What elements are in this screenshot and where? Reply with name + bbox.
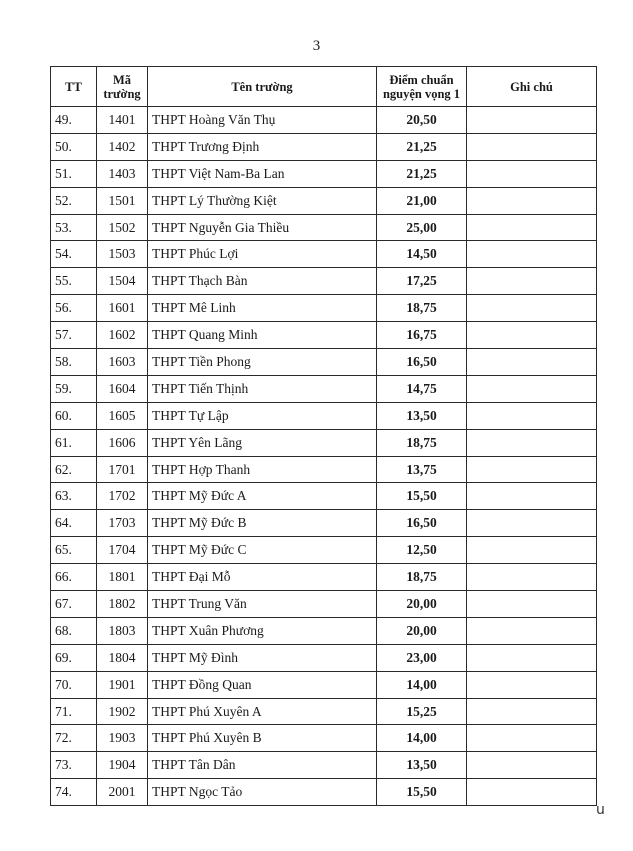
note-cell (467, 214, 597, 241)
school-name: THPT Tiền Phong (148, 349, 377, 376)
note-cell (467, 402, 597, 429)
note-cell (467, 483, 597, 510)
cutoff-score: 15,50 (377, 483, 467, 510)
school-code: 1604 (97, 375, 148, 402)
note-cell (467, 160, 597, 187)
cutoff-score: 18,75 (377, 295, 467, 322)
row-index: 70. (51, 671, 97, 698)
school-name: THPT Hợp Thanh (148, 456, 377, 483)
cutoff-score: 18,75 (377, 564, 467, 591)
school-name: THPT Mỹ Đức C (148, 537, 377, 564)
school-code: 1803 (97, 617, 148, 644)
header-notes: Ghi chú (467, 67, 597, 107)
school-code: 1801 (97, 564, 148, 591)
cutoff-score: 20,50 (377, 107, 467, 134)
school-code: 1903 (97, 725, 148, 752)
school-name: THPT Tự Lập (148, 402, 377, 429)
note-cell (467, 617, 597, 644)
school-code: 1702 (97, 483, 148, 510)
school-code: 1605 (97, 402, 148, 429)
table-row (51, 160, 597, 187)
page-number: 3 (312, 38, 321, 54)
school-code: 1601 (97, 295, 148, 322)
table-row (51, 349, 597, 376)
table-row (51, 779, 597, 806)
handwritten-margin-mark: u (596, 802, 605, 818)
header-school-code-line2: trường (103, 86, 141, 101)
row-index: 59. (51, 375, 97, 402)
table-row (51, 322, 597, 349)
school-name: THPT Thạch Bàn (148, 268, 377, 295)
school-code: 1401 (97, 107, 148, 134)
school-code: 1602 (97, 322, 148, 349)
note-cell (467, 349, 597, 376)
table-row (51, 456, 597, 483)
school-name: THPT Quang Minh (148, 322, 377, 349)
header-cutoff-score (377, 67, 467, 107)
school-code: 1603 (97, 349, 148, 376)
table-row (51, 564, 597, 591)
row-index: 52. (51, 187, 97, 214)
row-index: 51. (51, 160, 97, 187)
note-cell (467, 241, 597, 268)
school-name: THPT Đồng Quan (148, 671, 377, 698)
cutoff-score: 18,75 (377, 429, 467, 456)
school-code: 1704 (97, 537, 148, 564)
table-row (51, 107, 597, 134)
cutoff-score: 16,75 (377, 322, 467, 349)
row-index: 57. (51, 322, 97, 349)
cutoff-score: 16,50 (377, 349, 467, 376)
cutoff-score: 20,00 (377, 617, 467, 644)
header-tt: TT (51, 67, 97, 107)
cutoff-score: 16,50 (377, 510, 467, 537)
row-index: 49. (51, 107, 97, 134)
school-name: THPT Yên Lãng (148, 429, 377, 456)
table-row (51, 214, 597, 241)
table-row (51, 483, 597, 510)
table-row (51, 510, 597, 537)
school-name: THPT Hoàng Văn Thụ (148, 107, 377, 134)
school-name: THPT Trương Định (148, 133, 377, 160)
school-code: 1701 (97, 456, 148, 483)
note-cell (467, 564, 597, 591)
cutoff-score: 25,00 (377, 214, 467, 241)
school-name: THPT Phú Xuyên A (148, 698, 377, 725)
row-index: 53. (51, 214, 97, 241)
row-index: 67. (51, 591, 97, 618)
table-row (51, 133, 597, 160)
table-row (51, 402, 597, 429)
school-code: 1802 (97, 591, 148, 618)
school-name: THPT Tiến Thịnh (148, 375, 377, 402)
cutoff-score: 14,00 (377, 671, 467, 698)
table-row (51, 295, 597, 322)
cutoff-score: 17,25 (377, 268, 467, 295)
row-index: 65. (51, 537, 97, 564)
cutoff-score: 14,75 (377, 375, 467, 402)
note-cell (467, 322, 597, 349)
cutoff-score: 21,25 (377, 133, 467, 160)
school-name: THPT Tân Dân (148, 752, 377, 779)
school-name: THPT Xuân Phương (148, 617, 377, 644)
row-index: 69. (51, 644, 97, 671)
school-code: 1804 (97, 644, 148, 671)
header-cutoff-score-line2: nguyện vọng 1 (382, 86, 461, 101)
cutoff-score: 13,50 (377, 752, 467, 779)
note-cell (467, 537, 597, 564)
note-cell (467, 429, 597, 456)
school-code: 2001 (97, 779, 148, 806)
row-index: 54. (51, 241, 97, 268)
row-index: 50. (51, 133, 97, 160)
table-row (51, 725, 597, 752)
row-index: 55. (51, 268, 97, 295)
school-code: 1902 (97, 698, 148, 725)
school-code: 1502 (97, 214, 148, 241)
note-cell (467, 591, 597, 618)
cutoff-score: 14,00 (377, 725, 467, 752)
row-index: 61. (51, 429, 97, 456)
header-school-name: Tên trường (148, 67, 377, 107)
cutoff-score: 21,00 (377, 187, 467, 214)
cutoff-score: 20,00 (377, 591, 467, 618)
row-index: 60. (51, 402, 97, 429)
school-name: THPT Phúc Lợi (148, 241, 377, 268)
header-school-code-line1: Mã (112, 72, 132, 87)
row-index: 64. (51, 510, 97, 537)
table-row (51, 429, 597, 456)
cutoff-score: 13,75 (377, 456, 467, 483)
school-code: 1403 (97, 160, 148, 187)
school-name: THPT Lý Thường Kiệt (148, 187, 377, 214)
cutoff-score: 14,50 (377, 241, 467, 268)
school-code: 1901 (97, 671, 148, 698)
row-index: 63. (51, 483, 97, 510)
note-cell (467, 779, 597, 806)
note-cell (467, 295, 597, 322)
school-name: THPT Việt Nam-Ba Lan (148, 160, 377, 187)
table-row (51, 537, 597, 564)
row-index: 58. (51, 349, 97, 376)
cutoff-score: 15,25 (377, 698, 467, 725)
admission-score-table (50, 66, 597, 806)
school-name: THPT Trung Văn (148, 591, 377, 618)
cutoff-score: 13,50 (377, 402, 467, 429)
school-name: THPT Nguyễn Gia Thiều (148, 214, 377, 241)
row-index: 74. (51, 779, 97, 806)
cutoff-score: 12,50 (377, 537, 467, 564)
note-cell (467, 268, 597, 295)
row-index: 71. (51, 698, 97, 725)
school-code: 1606 (97, 429, 148, 456)
table-row (51, 268, 597, 295)
cutoff-score: 15,50 (377, 779, 467, 806)
school-name: THPT Mỹ Đức A (148, 483, 377, 510)
table-row (51, 671, 597, 698)
row-index: 72. (51, 725, 97, 752)
school-code: 1703 (97, 510, 148, 537)
row-index: 73. (51, 752, 97, 779)
header-school-code (97, 67, 148, 107)
table-header-row (51, 67, 597, 107)
table-row (51, 644, 597, 671)
note-cell (467, 752, 597, 779)
table-row (51, 698, 597, 725)
school-name: THPT Mỹ Đình (148, 644, 377, 671)
header-cutoff-score-line1: Điểm chuẩn (389, 72, 454, 87)
note-cell (467, 698, 597, 725)
note-cell (467, 456, 597, 483)
school-code: 1504 (97, 268, 148, 295)
table-row (51, 617, 597, 644)
row-index: 66. (51, 564, 97, 591)
school-name: THPT Đại Mỗ (148, 564, 377, 591)
note-cell (467, 644, 597, 671)
note-cell (467, 187, 597, 214)
school-code: 1402 (97, 133, 148, 160)
table-row (51, 187, 597, 214)
note-cell (467, 133, 597, 160)
school-name: THPT Phú Xuyên B (148, 725, 377, 752)
school-code: 1904 (97, 752, 148, 779)
note-cell (467, 510, 597, 537)
table-row (51, 591, 597, 618)
school-name: THPT Ngọc Tảo (148, 779, 377, 806)
table-row (51, 752, 597, 779)
note-cell (467, 375, 597, 402)
school-name: THPT Mê Linh (148, 295, 377, 322)
row-index: 62. (51, 456, 97, 483)
row-index: 68. (51, 617, 97, 644)
note-cell (467, 107, 597, 134)
note-cell (467, 725, 597, 752)
school-code: 1503 (97, 241, 148, 268)
school-name: THPT Mỹ Đức B (148, 510, 377, 537)
table-body (51, 107, 597, 806)
school-code: 1501 (97, 187, 148, 214)
table-row (51, 375, 597, 402)
cutoff-score: 23,00 (377, 644, 467, 671)
row-index: 56. (51, 295, 97, 322)
table-row (51, 241, 597, 268)
cutoff-score: 21,25 (377, 160, 467, 187)
note-cell (467, 671, 597, 698)
